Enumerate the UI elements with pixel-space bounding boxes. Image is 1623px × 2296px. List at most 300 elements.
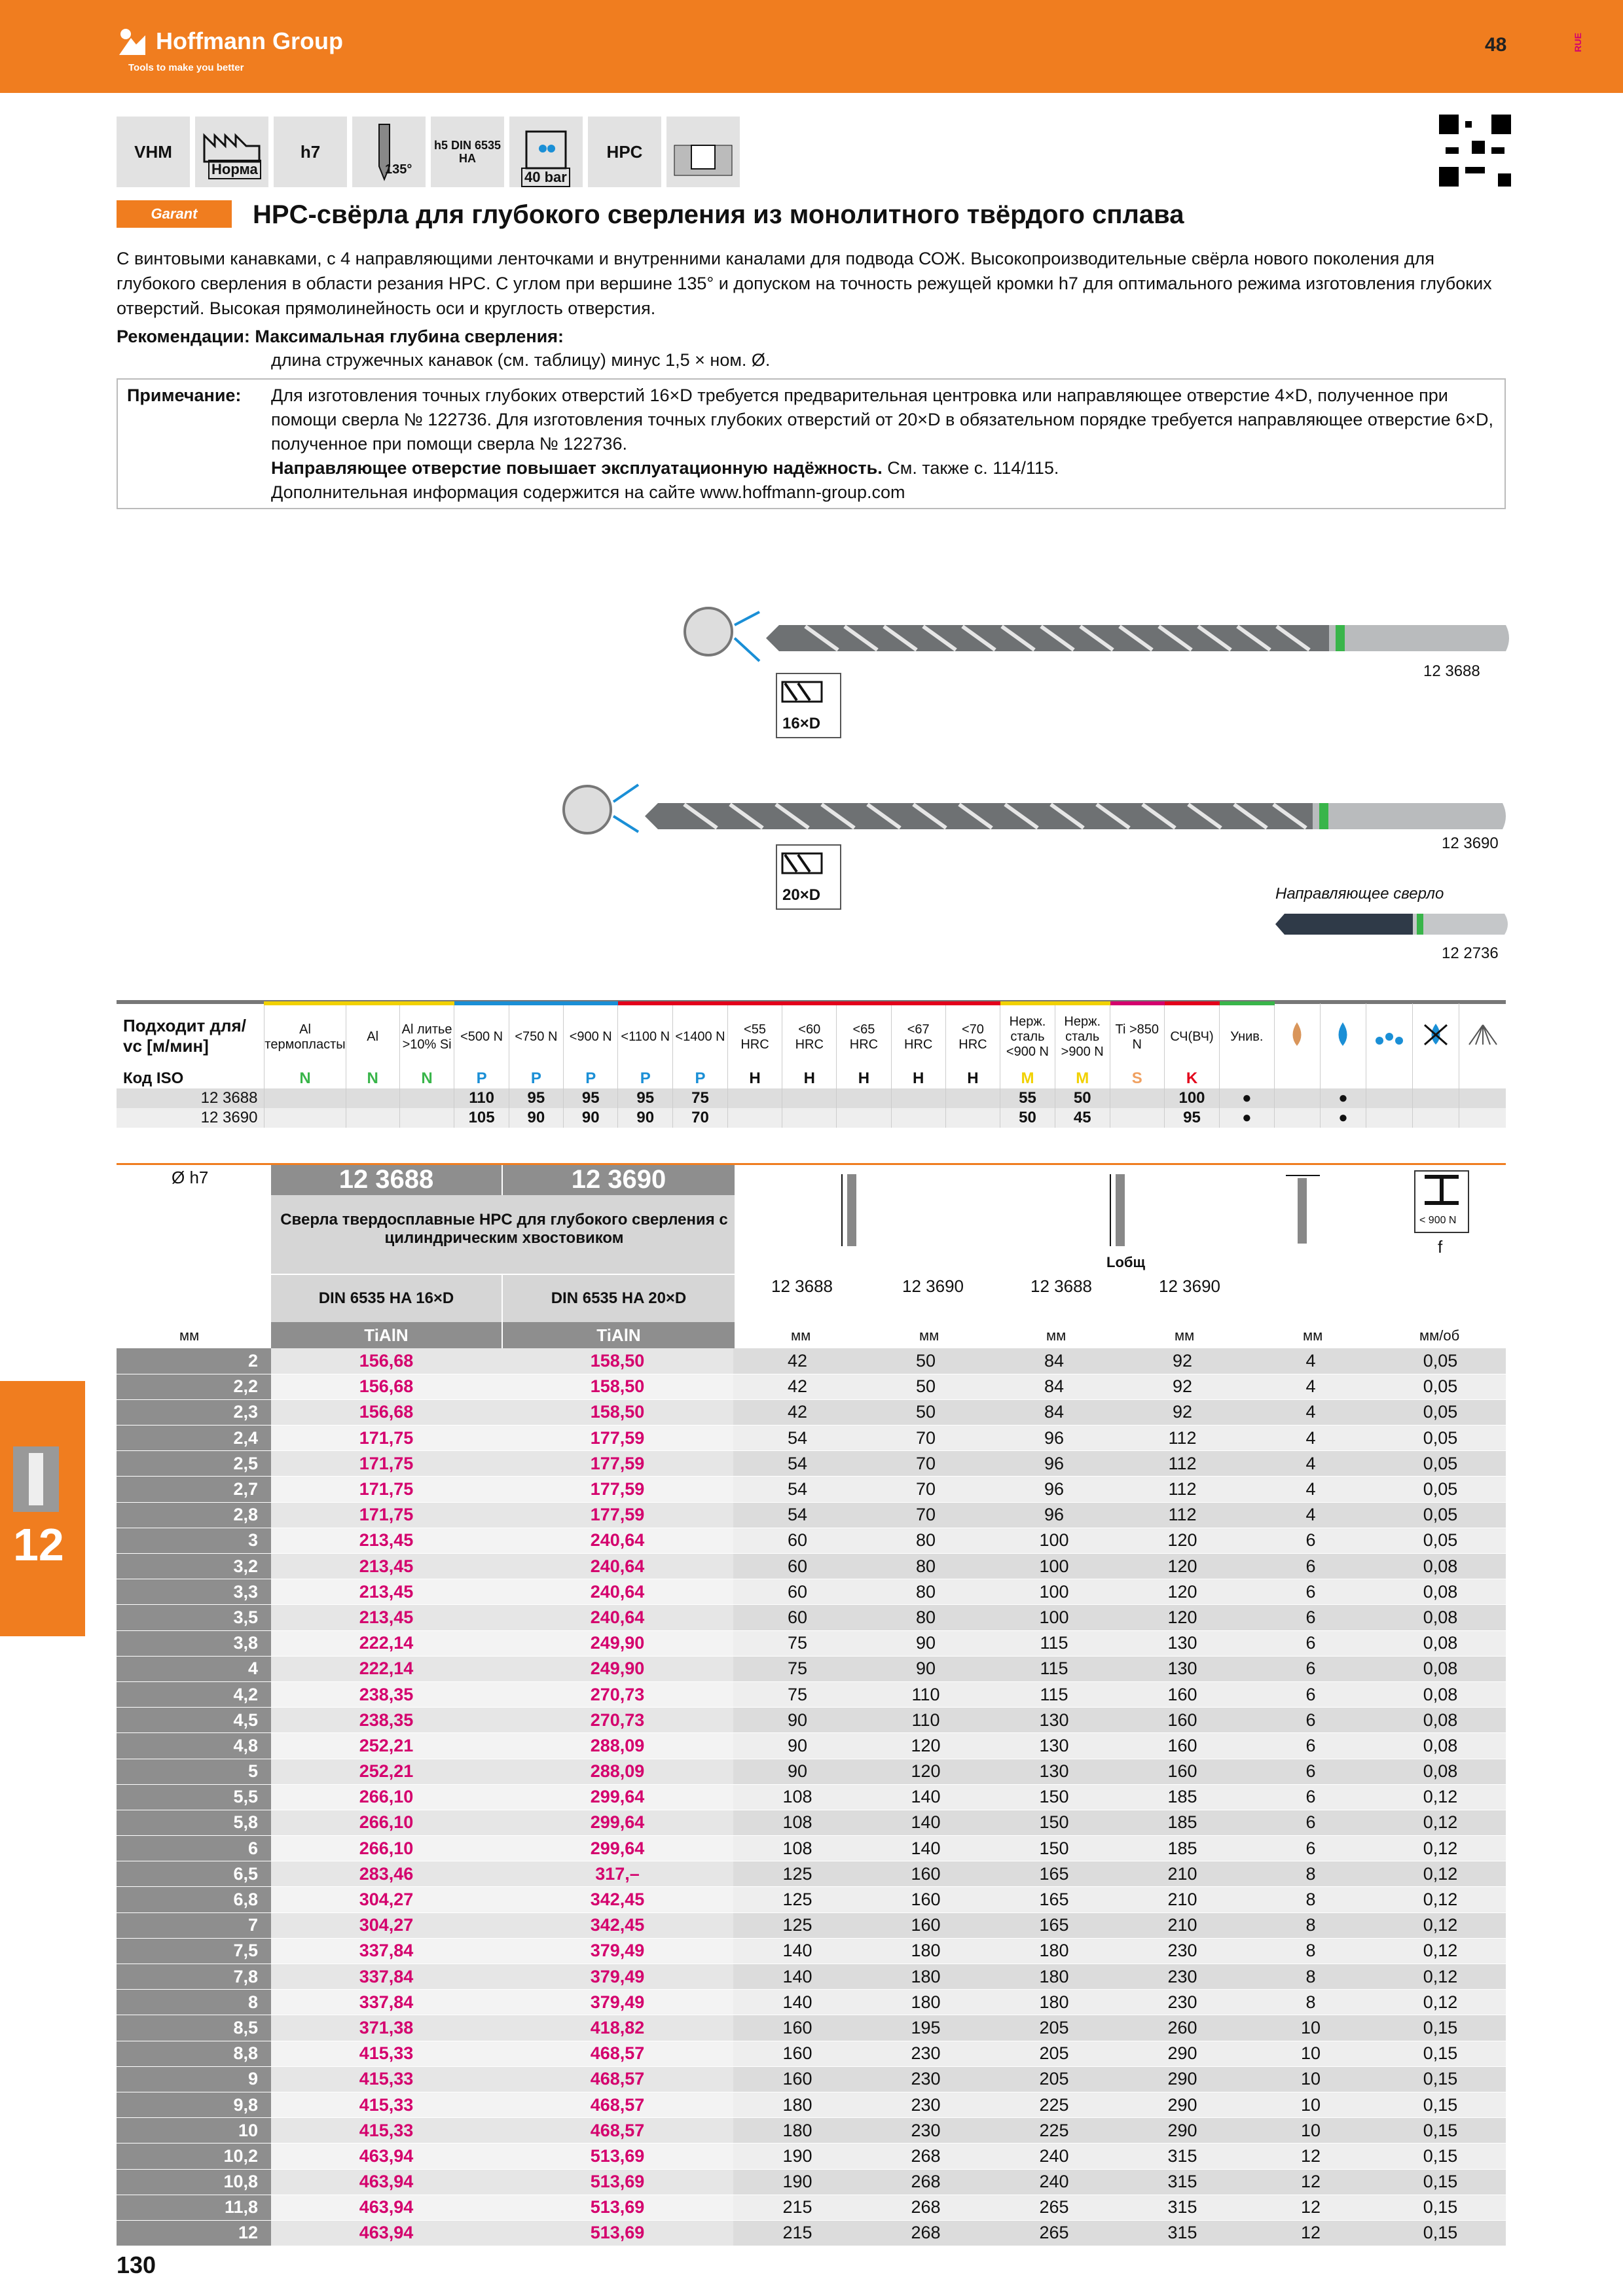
dim-cell: 100: [990, 1579, 1118, 1605]
dim-cell: 8: [1247, 1912, 1375, 1938]
dim-cell: 160: [1118, 1733, 1247, 1759]
price-cell[interactable]: 415,33: [271, 2066, 501, 2092]
mat-header: Подходит для/ vc [м/мин]: [117, 1003, 264, 1069]
dim-cell: 6: [1247, 1579, 1375, 1605]
mat-col: Нерж. сталь >900 N: [1055, 1003, 1110, 1069]
iso-code: H: [837, 1069, 891, 1088]
price-cell[interactable]: 415,33: [271, 2118, 501, 2144]
dim-cell: 0,08: [1375, 1681, 1506, 1707]
price-cell[interactable]: 342,45: [501, 1912, 733, 1938]
table-row: [117, 1784, 1506, 1810]
shank-icon: h5 DIN 6535 HA: [431, 117, 504, 187]
price-cell[interactable]: 171,75: [271, 1502, 501, 1528]
price-cell[interactable]: 463,94: [271, 2195, 501, 2220]
dim-cell: 0,15: [1375, 2144, 1506, 2169]
dim-cell: 84: [990, 1348, 1118, 1374]
diameter-cell: 12: [117, 2220, 271, 2246]
price-cell[interactable]: 513,69: [501, 2220, 733, 2246]
mat-cell: [727, 1088, 782, 1108]
price-cell[interactable]: 379,49: [501, 1964, 733, 1990]
price-cell[interactable]: 177,59: [501, 1426, 733, 1451]
dim-cell: 115: [990, 1630, 1118, 1656]
price-cell[interactable]: 463,94: [271, 2220, 501, 2246]
price-cell[interactable]: 415,33: [271, 2092, 501, 2117]
price-cell[interactable]: 513,69: [501, 2195, 733, 2220]
dim-cell: 96: [990, 1477, 1118, 1502]
price-cell[interactable]: 213,45: [271, 1579, 501, 1605]
dim-cell: 185: [1118, 1836, 1247, 1861]
price-cell[interactable]: 252,21: [271, 1759, 501, 1784]
dim-cell: 0,08: [1375, 1733, 1506, 1759]
dim-cell: 140: [733, 1990, 862, 2015]
price-cell[interactable]: 513,69: [501, 2169, 733, 2195]
dim-cell: 92: [1118, 1348, 1247, 1374]
dim-cell: 42: [733, 1348, 862, 1374]
dim-cell: 140: [862, 1784, 990, 1810]
mat-cell: [727, 1108, 782, 1128]
price-cell[interactable]: 249,90: [501, 1630, 733, 1656]
dim-cell: 225: [990, 2092, 1118, 2117]
dim-cell: 0,15: [1375, 2220, 1506, 2246]
mat-col: <1100 N: [618, 1003, 673, 1069]
dim-cell: 180: [862, 1938, 990, 1964]
dim-cell: 210: [1118, 1861, 1247, 1887]
dim-cell: 160: [862, 1861, 990, 1887]
dry-icon: [1274, 1003, 1320, 1069]
dim-cell: 70: [862, 1426, 990, 1451]
mat-cell: [399, 1088, 454, 1108]
note-label: Примечание:: [127, 386, 242, 405]
dim-cell: 75: [733, 1681, 862, 1707]
rec-text: длина стружечных канавок (см. таблицу) минус 1,5 × ном. Ø.: [271, 350, 771, 370]
price-cell[interactable]: 213,45: [271, 1528, 501, 1553]
diameter-cell: 7,5: [117, 1938, 271, 1964]
price-cell[interactable]: 337,84: [271, 1990, 501, 2015]
price-cell[interactable]: 299,64: [501, 1810, 733, 1835]
dim-cell: 50: [862, 1374, 990, 1399]
dim-cell: 0,05: [1375, 1374, 1506, 1399]
dim-cell: 6: [1247, 1681, 1375, 1707]
price-cell[interactable]: 171,75: [271, 1477, 501, 1502]
note-text: [271, 384, 1495, 505]
dim-cell: 100: [990, 1528, 1118, 1553]
dim-cell: 290: [1118, 2118, 1247, 2144]
dim-cell: 92: [1118, 1374, 1247, 1399]
table-row: [117, 2195, 1506, 2220]
dim-cell: 230: [1118, 1964, 1247, 1990]
price-cell[interactable]: 171,75: [271, 1426, 501, 1451]
dim-cell: 160: [862, 1887, 990, 1912]
dim-cell: 0,08: [1375, 1554, 1506, 1579]
dim-cell: 230: [1118, 1938, 1247, 1964]
price-cell[interactable]: 158,50: [501, 1374, 733, 1399]
iso-code: H: [782, 1069, 837, 1088]
diameter-cell: 10: [117, 2118, 271, 2144]
note-more[interactable]: Дополнительная информация содержится на сайте www.hoffmann-group.com: [271, 482, 905, 502]
chapter-tab[interactable]: [0, 1381, 85, 1636]
dim-cell: 290: [1118, 2092, 1247, 2117]
price-cell[interactable]: 371,38: [271, 2015, 501, 2041]
iso-code: P: [454, 1069, 509, 1088]
dim-cell: 165: [990, 1912, 1118, 1938]
dim-cell: 6: [1247, 1605, 1375, 1630]
table-row: [117, 1554, 1506, 1579]
price-cell[interactable]: 266,10: [271, 1810, 501, 1835]
price-cell[interactable]: 266,10: [271, 1836, 501, 1861]
price-cell[interactable]: 379,49: [501, 1938, 733, 1964]
price-cell[interactable]: 342,45: [501, 1887, 733, 1912]
ratio-label-20xd: 20×D: [782, 886, 821, 904]
dim-cell: 165: [990, 1861, 1118, 1887]
iso-code: P: [673, 1069, 728, 1088]
dim-cell: 230: [862, 2092, 990, 2117]
diameter-cell: 4: [117, 1656, 271, 1681]
dim-cell: 4: [1247, 1399, 1375, 1425]
mat-cell: 105: [454, 1108, 509, 1128]
dim-cell: 54: [733, 1451, 862, 1477]
dim-cell: 120: [862, 1759, 990, 1784]
dim-cell: 225: [990, 2118, 1118, 2144]
dim-cell: 160: [862, 1912, 990, 1938]
mat-cell: [1110, 1108, 1164, 1128]
price-cell[interactable]: 379,49: [501, 1990, 733, 2015]
price-cell[interactable]: 266,10: [271, 1784, 501, 1810]
dim-cell: 315: [1118, 2144, 1247, 2169]
dim-cell: 112: [1118, 1451, 1247, 1477]
dim-cell: 6: [1247, 1554, 1375, 1579]
price-cell[interactable]: 463,94: [271, 2169, 501, 2195]
price-cell[interactable]: 156,68: [271, 1374, 501, 1399]
hpc-icon: HPC: [588, 117, 661, 187]
dim-cell: 230: [862, 2041, 990, 2066]
ratio-label-16xd: 16×D: [782, 715, 821, 732]
price-cell[interactable]: 249,90: [501, 1656, 733, 1681]
price-cell[interactable]: 171,75: [271, 1451, 501, 1477]
dim-cell: 12: [1247, 2195, 1375, 2220]
dim-cell: 130: [990, 1759, 1118, 1784]
dim-cell: 4: [1247, 1374, 1375, 1399]
table-row: [117, 1836, 1506, 1861]
dim-cell: 90: [733, 1759, 862, 1784]
standard-icon: [195, 117, 268, 187]
mat-cell: ●: [1220, 1088, 1275, 1108]
price-cell[interactable]: 158,50: [501, 1399, 733, 1425]
price-cell[interactable]: 240,64: [501, 1605, 733, 1630]
mat-cell: ●: [1220, 1108, 1275, 1128]
diameter-cell: 6: [117, 1836, 271, 1861]
dim-cell: 140: [733, 1964, 862, 1990]
price-cell[interactable]: 418,82: [501, 2015, 733, 2041]
table-row: [117, 2118, 1506, 2144]
blind-hole-icon: [666, 117, 740, 187]
dim-cell: 160: [733, 2066, 862, 2092]
dim-cell: 100: [990, 1554, 1118, 1579]
dim-cell: 140: [862, 1836, 990, 1861]
page-number-top: 48: [1485, 34, 1507, 56]
iso-code: S: [1110, 1069, 1164, 1088]
mat-cell: [1366, 1108, 1413, 1128]
mat-cell: [891, 1108, 945, 1128]
price-cell[interactable]: 213,45: [271, 1605, 501, 1630]
mat-cell: [1110, 1088, 1164, 1108]
dim-cell: 150: [990, 1836, 1118, 1861]
ratio-box-20xd: [776, 844, 841, 910]
dim-cell: 80: [862, 1579, 990, 1605]
dim-cell: 70: [862, 1451, 990, 1477]
price-cell[interactable]: 238,35: [271, 1681, 501, 1707]
price-cell[interactable]: 468,57: [501, 2118, 733, 2144]
unit: мм: [1175, 1327, 1195, 1344]
price-cell[interactable]: 468,57: [501, 2066, 733, 2092]
mat-col: <750 N: [509, 1003, 563, 1069]
price-cell[interactable]: 288,09: [501, 1759, 733, 1784]
drill-code-1: 12 3688: [1423, 662, 1480, 680]
unit: мм: [919, 1327, 939, 1344]
mat-cell: [782, 1088, 837, 1108]
mat-cell: [1413, 1108, 1459, 1128]
price-cell[interactable]: 468,57: [501, 2041, 733, 2066]
price-cell[interactable]: 304,27: [271, 1912, 501, 1938]
dim-cell: 54: [733, 1502, 862, 1528]
dim-cell: 125: [733, 1861, 862, 1887]
dim-cell: 215: [733, 2220, 862, 2246]
price-cell[interactable]: 213,45: [271, 1554, 501, 1579]
dim-cell: 60: [733, 1579, 862, 1605]
table-row: [117, 1759, 1506, 1784]
dim-cell: 92: [1118, 1399, 1247, 1425]
dim-cell: 8: [1247, 1861, 1375, 1887]
drill-code-3: 12 2736: [1442, 944, 1499, 962]
diameter-cell: 5,8: [117, 1810, 271, 1835]
mat-cell: 95: [564, 1088, 618, 1108]
dim-cell: 165: [990, 1887, 1118, 1912]
table-row: [117, 2041, 1506, 2066]
dim-cell: 190: [733, 2144, 862, 2169]
dim-cell: 6: [1247, 1656, 1375, 1681]
iso-code: N: [346, 1069, 399, 1088]
diameter-cell: 2,8: [117, 1502, 271, 1528]
emulsion-icon: [1320, 1003, 1366, 1069]
mat-cell: 90: [564, 1108, 618, 1128]
dim-cell: 125: [733, 1912, 862, 1938]
lobsh-label: Lобщ: [1106, 1254, 1146, 1270]
feed-label: f: [1438, 1237, 1443, 1257]
dim-cell: 0,05: [1375, 1426, 1506, 1451]
dim-cell: 215: [733, 2195, 862, 2220]
table-row: [117, 1451, 1506, 1477]
diameter-cell: 5,5: [117, 1784, 271, 1810]
dim-cell: 60: [733, 1528, 862, 1553]
price-cell[interactable]: 177,59: [501, 1451, 733, 1477]
price-cell[interactable]: 468,57: [501, 2092, 733, 2117]
diameter-cell: 3,5: [117, 1605, 271, 1630]
mat-cell: 100: [1164, 1088, 1219, 1108]
price-cell[interactable]: 252,21: [271, 1733, 501, 1759]
tagline: Tools to make you better: [128, 62, 244, 73]
price-cell[interactable]: 415,33: [271, 2041, 501, 2066]
mat-cell: [1459, 1108, 1506, 1128]
dim-cell: 4: [1247, 1502, 1375, 1528]
note-bold: Направляющее отверстие повышает эксплуатационную надёжность.: [271, 458, 883, 478]
table-row: [117, 1399, 1506, 1425]
iso-code: [1220, 1069, 1275, 1088]
article-2: 12 3690: [503, 1165, 735, 1195]
dim-cell: 8: [1247, 1964, 1375, 1990]
price-cell[interactable]: 177,59: [501, 1502, 733, 1528]
article-1: 12 3688: [271, 1165, 501, 1195]
price-cell[interactable]: 238,35: [271, 1708, 501, 1733]
brand-logo[interactable]: [117, 25, 343, 58]
price-cell[interactable]: 158,50: [501, 1348, 733, 1374]
dim-cell: 10: [1247, 2041, 1375, 2066]
dim-cell: 0,12: [1375, 1836, 1506, 1861]
dim-cell: 0,05: [1375, 1528, 1506, 1553]
mat-col: Al термопласты: [264, 1003, 346, 1069]
mat-cell: 95: [618, 1088, 673, 1108]
dim-cell: 4: [1247, 1348, 1375, 1374]
table-row: [117, 1681, 1506, 1707]
table-row: [117, 2066, 1506, 2092]
article-desc: Сверла твердосплавные HPC для глубокого сверления с цилиндрическим хвостовиком: [271, 1195, 735, 1274]
dim-cell: 150: [990, 1784, 1118, 1810]
mat-col: Унив.: [1220, 1003, 1275, 1069]
description: С винтовыми канавками, с 4 направляющими ленточками и внутренними каналами для подвода СОЖ. Высокопроизводительные свёрла нового поколения для глубокого сверления в области резания HPC. С углом при вершине 135° и допуском на точность режущей кромки h7 для оптимального режима изготовления глубоких отверстий. Высокая прямолинейность оси и круглость отверстия.: [117, 249, 1492, 318]
price-cell[interactable]: 240,64: [501, 1554, 733, 1579]
price-cell[interactable]: 299,64: [501, 1836, 733, 1861]
drill-ratio-icon: [777, 846, 840, 881]
unit: мм: [791, 1327, 811, 1344]
mat-col: <60 HRC: [782, 1003, 837, 1069]
price-cell[interactable]: 463,94: [271, 2144, 501, 2169]
mat-cell: 45: [1055, 1108, 1110, 1128]
diameter-cell: 6,5: [117, 1861, 271, 1887]
diameter-cell: 2,3: [117, 1399, 271, 1425]
diameter-cell: 2: [117, 1348, 271, 1374]
price-cell[interactable]: 299,64: [501, 1784, 733, 1810]
dim-cell: 70: [862, 1502, 990, 1528]
table-row: [117, 1964, 1506, 1990]
dim-cell: 8: [1247, 1887, 1375, 1912]
dim-cell: 90: [733, 1708, 862, 1733]
iso-label: Код ISO: [117, 1069, 264, 1088]
table-row: [117, 2092, 1506, 2117]
dim-cell: 205: [990, 2015, 1118, 2041]
language-code: RUE: [1573, 33, 1583, 52]
price-cell[interactable]: 317,–: [501, 1861, 733, 1887]
price-cell[interactable]: 288,09: [501, 1733, 733, 1759]
diameter-cell: 5: [117, 1759, 271, 1784]
dim-cell: 0,08: [1375, 1579, 1506, 1605]
mat-col: <500 N: [454, 1003, 509, 1069]
dim-cell: 4: [1247, 1477, 1375, 1502]
mat-cell: 95: [509, 1088, 563, 1108]
dim-cell: 12: [1247, 2220, 1375, 2246]
mat-col: Al литье >10% Si: [399, 1003, 454, 1069]
mat-col: <67 HRC: [891, 1003, 945, 1069]
price-cell[interactable]: 337,84: [271, 1964, 501, 1990]
total-length-icon: [1106, 1172, 1133, 1250]
dim-cell: 60: [733, 1554, 862, 1579]
diameter-cell: 3,2: [117, 1554, 271, 1579]
dim-cell: 6: [1247, 1733, 1375, 1759]
dim-cell: 42: [733, 1374, 862, 1399]
unit: мм: [1046, 1327, 1067, 1344]
dim-cell: 115: [990, 1681, 1118, 1707]
mat-col: <70 HRC: [945, 1003, 1000, 1069]
qr-code-icon[interactable]: [1439, 115, 1511, 187]
dim-cell: 4: [1247, 1426, 1375, 1451]
dim-cell: 160: [1118, 1708, 1247, 1733]
rec-label: Рекомендации:: [117, 327, 250, 346]
price-cell[interactable]: 156,68: [271, 1399, 501, 1425]
mat-col: СЧ(ВЧ): [1164, 1003, 1219, 1069]
price-cell[interactable]: 304,27: [271, 1887, 501, 1912]
mat-cell: [264, 1108, 346, 1128]
dim-cell: 180: [862, 1990, 990, 2015]
drill-ratio-icon: [777, 674, 840, 709]
mat-cell: [945, 1108, 1000, 1128]
mat-row-code: 12 3688: [117, 1088, 264, 1108]
price-cell[interactable]: 222,14: [271, 1630, 501, 1656]
diameter-cell: 2,7: [117, 1477, 271, 1502]
flute-length-icon: [838, 1172, 864, 1250]
mat-cell: [891, 1088, 945, 1108]
dim-cell: 0,15: [1375, 2092, 1506, 2117]
table-row: [117, 2169, 1506, 2195]
mat-cell: [1366, 1088, 1413, 1108]
mat-cell: [782, 1108, 837, 1128]
mat-row-code: 12 3690: [117, 1108, 264, 1128]
iso-code: H: [945, 1069, 1000, 1088]
price-cell[interactable]: 240,64: [501, 1528, 733, 1553]
page-number-bottom: 130: [117, 2251, 156, 2278]
dim-cell: 8: [1247, 1990, 1375, 2015]
price-cell[interactable]: 222,14: [271, 1656, 501, 1681]
price-cell[interactable]: 270,73: [501, 1708, 733, 1733]
dim-cell: 120: [862, 1733, 990, 1759]
dim-cell: 180: [733, 2092, 862, 2117]
mat-col: <1400 N: [673, 1003, 728, 1069]
unit-feed: мм/об: [1419, 1327, 1460, 1344]
col-header: 12 3690: [902, 1276, 964, 1296]
dim-cell: 84: [990, 1399, 1118, 1425]
dim-cell: 112: [1118, 1426, 1247, 1451]
diameter-cell: 10,8: [117, 2169, 271, 2195]
price-cell[interactable]: 337,84: [271, 1938, 501, 1964]
price-cell[interactable]: 240,64: [501, 1579, 733, 1605]
price-cell[interactable]: 513,69: [501, 2144, 733, 2169]
drill-code-2: 12 3690: [1442, 834, 1499, 852]
page-title: HPC-свёрла для глубокого сверления из монолитного твёрдого сплава: [253, 200, 1184, 229]
diameter-cell: 4,2: [117, 1681, 271, 1707]
price-cell[interactable]: 283,46: [271, 1861, 501, 1887]
diameter-cell: 7,8: [117, 1964, 271, 1990]
price-cell[interactable]: 270,73: [501, 1681, 733, 1707]
dim-cell: 0,12: [1375, 1887, 1506, 1912]
table-row: [117, 2015, 1506, 2041]
diameter-cell: 9,8: [117, 2092, 271, 2117]
mat-cell: [346, 1108, 399, 1128]
price-cell[interactable]: 156,68: [271, 1348, 501, 1374]
dim-cell: 0,08: [1375, 1708, 1506, 1733]
dim-cell: 90: [862, 1656, 990, 1681]
dim-cell: 0,08: [1375, 1759, 1506, 1784]
price-cell[interactable]: 177,59: [501, 1477, 733, 1502]
dim-cell: 180: [990, 1964, 1118, 1990]
dim-cell: 115: [990, 1656, 1118, 1681]
dim-cell: 110: [862, 1708, 990, 1733]
diameter-cell: 8,5: [117, 2015, 271, 2041]
